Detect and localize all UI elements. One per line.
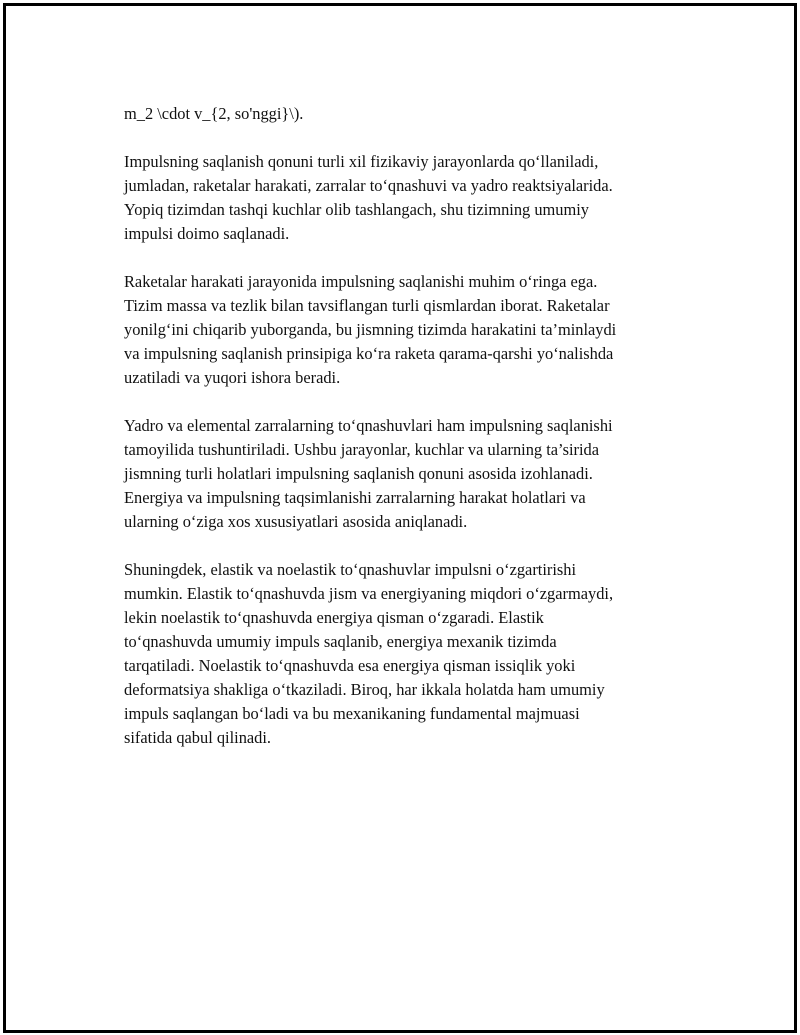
page-frame bbox=[3, 3, 797, 1033]
paragraph-formula-fragment: m_2 \cdot v_{2, so'nggi}\). bbox=[124, 104, 304, 123]
document-body bbox=[124, 102, 690, 774]
paragraph-elastic-inelastic-collisions: Shuningdek, elastik va noelastik to‘qnashuvlar impulsni o‘zgartirishi mumkin. Elastik to‘qnashuvda jism va energiyaning miqdori o‘zgarmaydi, lekin noelastik to‘qnashuvda energiya qisman o‘zgaradi. Elastik to‘qnashuvda umumiy impuls saqlanib, energiya mexanik tizimda tarqatiladi. Noelastik to‘qnashuvda esa energiya qisman issiqlik yoki deformatsiya shakliga o‘tkaziladi. Biroq, har ikkala holatda ham umumiy impuls saqlangan bo‘ladi va bu mexanikaning fundamental majmuasi sifatida qabul qilinadi. bbox=[124, 560, 614, 747]
paragraph-particle-collisions: Yadro va elemental zarralarning to‘qnashuvlari ham impulsning saqlanishi tamoyilida tushuntiriladi. Ushbu jarayonlar, kuchlar va ularning ta’sirida jismning turli holatlari impulsning saqlanish qonuni asosida izohlanadi. Energiya va impulsning taqsimlanishi zarralarning harakat holatlari va ularning o‘ziga xos xususiyatlari asosida aniqlanadi. bbox=[124, 416, 613, 531]
paragraph-impulse-conservation-applications: Impulsning saqlanish qonuni turli xil fizikaviy jarayonlarda qo‘llaniladi, jumladan, raketalar harakati, zarralar to‘qnashuvi va yadro reaktsiyalarida. Yopiq tizimdan tashqi kuchlar olib tashlangach, shu tizimning umumiy impulsi doimo saqlanadi. bbox=[124, 152, 613, 243]
paragraph-rocket-motion: Raketalar harakati jarayonida impulsning saqlanishi muhim o‘ringa ega. Tizim massa va tezlik bilan tavsiflangan turli qismlardan iborat. Raketalar yonilg‘ini chiqarib yuborganda, bu jismning tizimda harakatini ta’minlaydi va impulsning saqlanish prinsipiga ko‘ra raketa qarama-qarshi yo‘nalishda uzatiladi va yuqori ishora beradi. bbox=[124, 272, 617, 387]
